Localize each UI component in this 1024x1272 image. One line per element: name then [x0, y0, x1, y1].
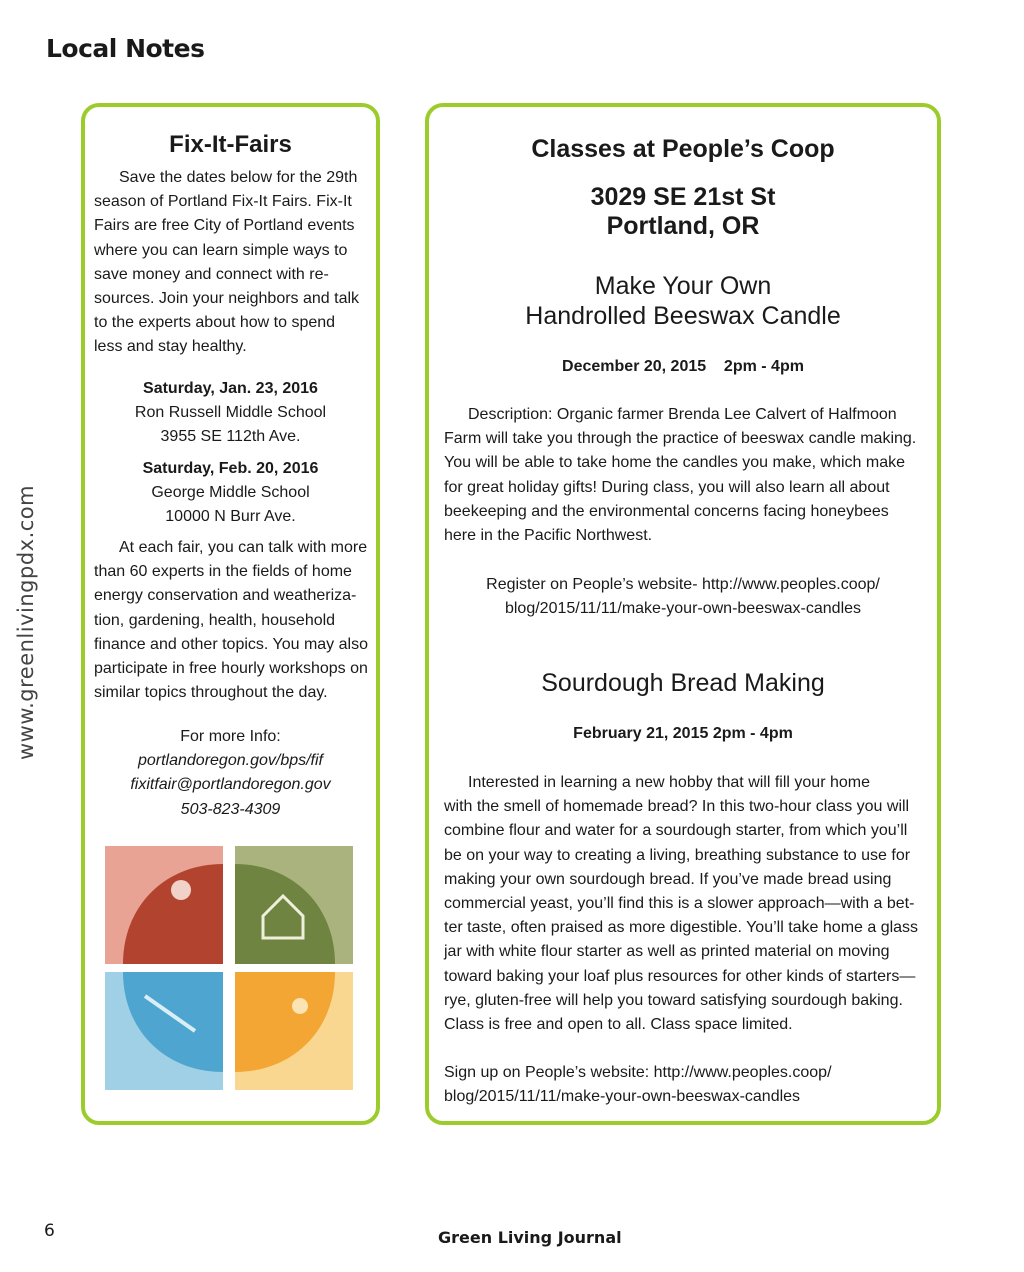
register-link[interactable]: blog/2015/11/11/make-your-own-beeswax-candles — [504, 600, 862, 618]
class2-description — [444, 771, 926, 1037]
fair-line: At each fair, you can talk with more — [119, 539, 368, 556]
desc-line: here in the Pacific Northwest. — [444, 527, 653, 545]
desc-line: Farm will take you through the practice of beeswax candle making. — [444, 430, 917, 448]
desc-line: Class is free and open to all. Class space limited. — [444, 1016, 793, 1034]
desc-line: be on your way to creating a living, breathing substance to use for — [444, 846, 911, 864]
signup-link[interactable]: blog/2015/11/11/make-your-own-beeswax-candles — [444, 1088, 801, 1106]
class1-date: December 20, 2015 2pm - 4pm — [562, 358, 804, 375]
class2-title: Sourdough Bread Making — [541, 669, 825, 697]
footer-journal-title: Green Living Journal — [438, 1228, 622, 1247]
desc-line: beekeeping and the environmental concerns facing honeybees — [444, 502, 889, 520]
fix-it-fair-logo — [105, 846, 353, 1090]
desc-line: rye, gluten-free will help you toward satisfying sourdough baking. — [444, 991, 903, 1009]
event-1 — [85, 377, 376, 449]
desc-line: ter taste, often praised as more digestible. You’ll take home a glass — [444, 919, 919, 937]
event-date: Saturday, Feb. 20, 2016 — [142, 460, 319, 477]
section-header: Local Notes — [46, 34, 205, 63]
desc-line: combine flour and water for a sourdough starter, from which you’ll — [444, 822, 908, 840]
website-link[interactable]: portlandoregon.gov/bps/fif — [137, 752, 323, 770]
fair-line: similar topics throughout the day. — [94, 684, 328, 702]
intro-line: less and stay healthy. — [94, 338, 247, 356]
class1-title-line: Make Your Own — [594, 272, 772, 300]
event-place: Ron Russell Middle School — [134, 404, 327, 421]
desc-line: making your own sourdough bread. If you’ve made bread using — [444, 870, 892, 888]
desc-line: Interested in learning a new hobby that will fill your home — [468, 774, 870, 791]
event-address: 3955 SE 112th Ave. — [160, 428, 301, 445]
desc-line: with the smell of homemade bread? In this two-hour class you will — [444, 798, 910, 816]
fair-line: tion, gardening, health, household — [94, 611, 336, 629]
address-city: Portland, OR — [606, 212, 760, 240]
desc-line: jar with white flour starter as well as printed material on moving — [444, 943, 890, 961]
event-address: 10000 N Burr Ave. — [165, 508, 296, 525]
event-place: George Middle School — [151, 484, 310, 501]
intro-line: season of Portland Fix-It Fairs. Fix-It — [94, 193, 352, 211]
fair-line: finance and other topics. You may also — [94, 635, 368, 653]
coop-classes-panel — [425, 103, 941, 1125]
signup-link[interactable]: Sign up on People’s website: http://www.peoples.coop/ — [444, 1064, 832, 1081]
class2-date: February 21, 2015 2pm - 4pm — [573, 725, 793, 742]
class1-title-line: Handrolled Beeswax Candle — [525, 302, 841, 330]
intro-line: Fairs are free City of Portland events — [94, 217, 355, 235]
fair-line: participate in free hourly workshops on — [94, 660, 368, 678]
class2-signup — [444, 1061, 926, 1109]
sidebar-url: www.greenlivingpdx.com — [14, 484, 38, 760]
page-number: 6 — [44, 1221, 55, 1241]
fair-description — [94, 536, 376, 705]
coop-address — [429, 183, 937, 241]
event-2 — [85, 457, 376, 529]
class1-title — [429, 271, 937, 331]
class1-register — [429, 573, 937, 621]
fair-line: than 60 experts in the fields of home — [94, 563, 352, 581]
coop-title: Classes at People’s Coop — [531, 135, 835, 163]
intro-line: to the experts about how to spend — [94, 314, 336, 332]
email-link[interactable]: fixitfair@portlandoregon.gov — [130, 776, 331, 794]
more-info-label: For more Info: — [180, 728, 281, 745]
desc-line: You will be able to take home the candles you make, which make — [444, 454, 906, 472]
apple-icon — [171, 880, 191, 900]
intro-line: Save the dates below for the 29th — [119, 169, 358, 186]
class1-description — [444, 403, 926, 548]
phone-number: 503-823-4309 — [180, 800, 281, 818]
seedling-icon — [292, 998, 308, 1014]
desc-line: toward baking your loaf plus resources for other kinds of starters— — [444, 967, 916, 985]
fix-it-intro — [94, 166, 372, 360]
desc-line: for great holiday gifts! During class, you will also learn all about — [444, 478, 890, 496]
more-info — [85, 725, 376, 822]
intro-line: where you can learn simple ways to — [94, 241, 348, 259]
fix-it-fairs-title: Fix-It-Fairs — [169, 131, 292, 158]
intro-line: sources. Join your neighbors and talk — [94, 290, 360, 308]
intro-line: save money and connect with re- — [94, 265, 329, 283]
desc-line: Description: Organic farmer Brenda Lee Calvert of Halfmoon — [468, 406, 897, 423]
register-link[interactable]: Register on People’s website- http://www.peoples.coop/ — [486, 576, 880, 593]
fix-it-fairs-panel — [81, 103, 380, 1125]
address-street: 3029 SE 21st St — [590, 183, 776, 211]
fair-line: energy conservation and weatheriza- — [94, 587, 357, 605]
desc-line: commercial yeast, you’ll find this is a slower approach—with a bet- — [444, 895, 915, 913]
event-date: Saturday, Jan. 23, 2016 — [143, 380, 318, 397]
